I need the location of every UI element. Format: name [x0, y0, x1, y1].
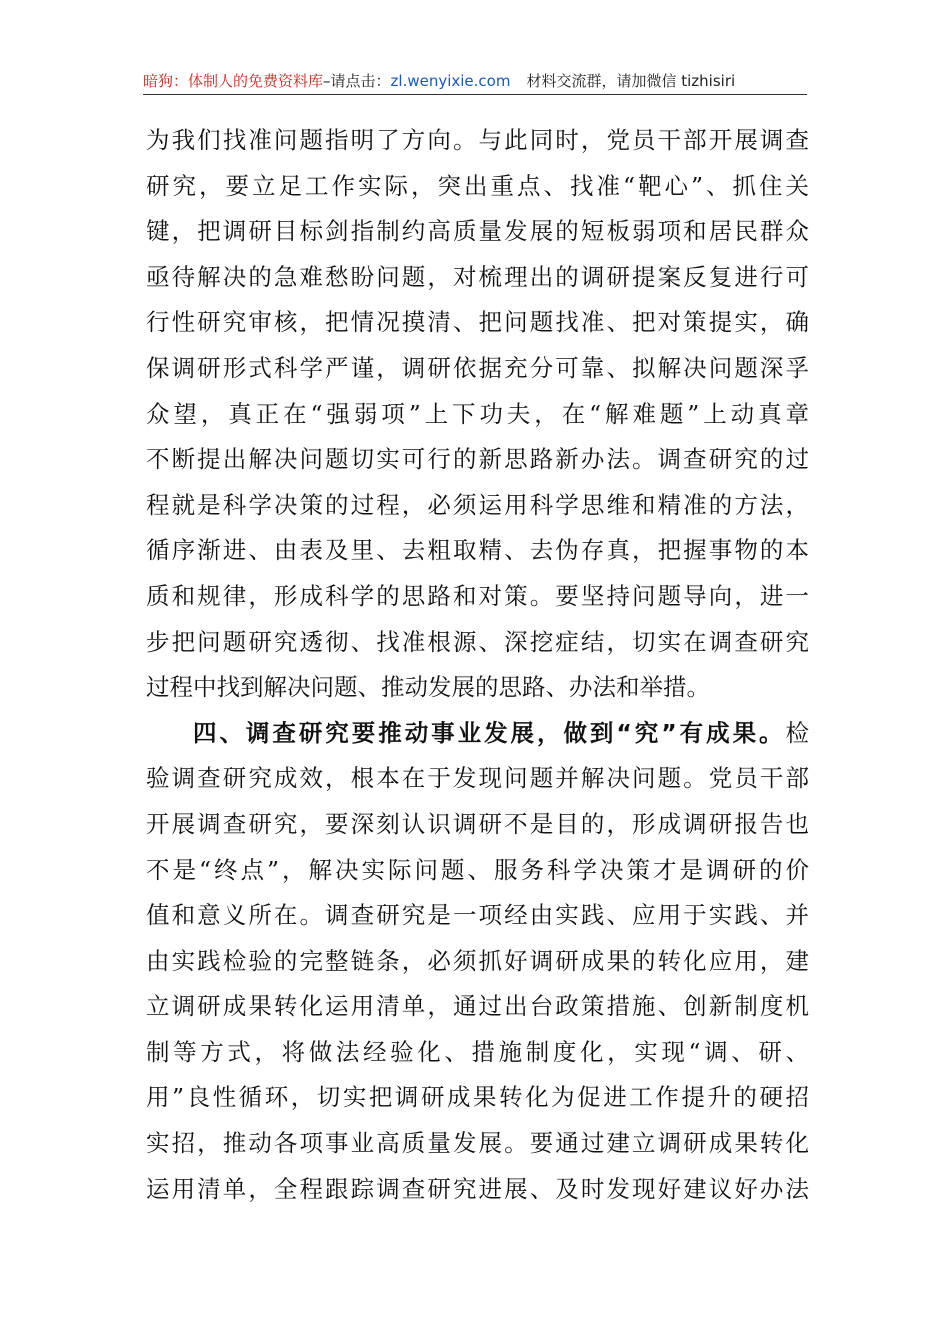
- text-line: 制等方式，将做法经验化、措施制度化，实现“调、研、: [146, 1037, 809, 1066]
- text-line: 不断提出解决问题切实可行的新思路新办法。调查研究的过: [146, 445, 809, 474]
- text-line: 不是“终点”，解决实际问题、服务科学决策才是调研的价: [146, 855, 809, 884]
- section-heading: 四、调查研究要推动事业发展，做到“究”有成果。: [193, 718, 786, 747]
- text-line: 步把问题研究透彻、找准根源、深挖症结，切实在调查研究: [146, 627, 809, 656]
- text-line: 保调研形式科学严谨，调研依据充分可靠、拟解决问题深孚: [146, 353, 809, 382]
- text-line: 行性研究审核，把情况摸清、把问题找准、把对策提实，确: [146, 308, 809, 337]
- header-link[interactable]: zl.wenyixie.com: [390, 72, 511, 90]
- body-text: [146, 118, 809, 1212]
- section-first-tail: 检: [785, 718, 809, 747]
- text-line: 循序渐进、由表及里、去粗取精、去伪存真，把握事物的本: [146, 536, 809, 565]
- text-line: 值和意义所在。调查研究是一项经由实践、应用于实践、并: [146, 901, 809, 930]
- header-group-info: 材料交流群，请加微信 tizhisiri: [526, 72, 736, 90]
- page-header: [143, 68, 807, 94]
- text-line: 研究，要立足工作实际，突出重点、找准“靶心”、抓住关: [146, 171, 809, 200]
- text-line: 用”良性循环，切实把调研成果转化为促进工作提升的硬招: [146, 1083, 809, 1112]
- header-brand: 暗狗：体制人的免费资料库: [143, 72, 324, 90]
- text-line: 立调研成果转化运用清单，通过出台政策措施、创新制度机: [146, 992, 809, 1021]
- header-prompt: –请点击：: [323, 72, 391, 90]
- text-line: 质和规律，形成科学的思路和对策。要坚持问题导向，进一: [146, 581, 809, 610]
- text-line: 开展调查研究，要深刻认识调研不是目的，形成调研报告也: [146, 809, 809, 838]
- text-line: 由实践检验的完整链条，必须抓好调研成果的转化应用，建: [146, 946, 809, 975]
- text-line: 亟待解决的急难愁盼问题，对梳理出的调研提案反复进行可: [146, 262, 809, 291]
- text-line: 为我们找准问题指明了方向。与此同时，党员干部开展调查: [146, 126, 809, 154]
- text-line: 实招，推动各项事业高质量发展。要通过建立调研成果转化: [146, 1129, 809, 1158]
- header-divider: [143, 94, 807, 95]
- text-line: 程就是科学决策的过程，必须运用科学思维和精准的方法，: [146, 490, 809, 519]
- text-line: 过程中找到解决问题、推动发展的思路、办法和举措。: [146, 673, 710, 702]
- text-line: 键，把调研目标剑指制约高质量发展的短板弱项和居民群众: [146, 217, 809, 246]
- section-first-line: [146, 711, 809, 757]
- text-line: 运用清单，全程跟踪调查研究进展、及时发现好建议好办法: [146, 1174, 809, 1203]
- text-line: 众望，真正在“强弱项”上下功夫，在“解难题”上动真章: [146, 399, 809, 428]
- text-line: 验调查研究成效，根本在于发现问题并解决问题。党员干部: [146, 764, 809, 793]
